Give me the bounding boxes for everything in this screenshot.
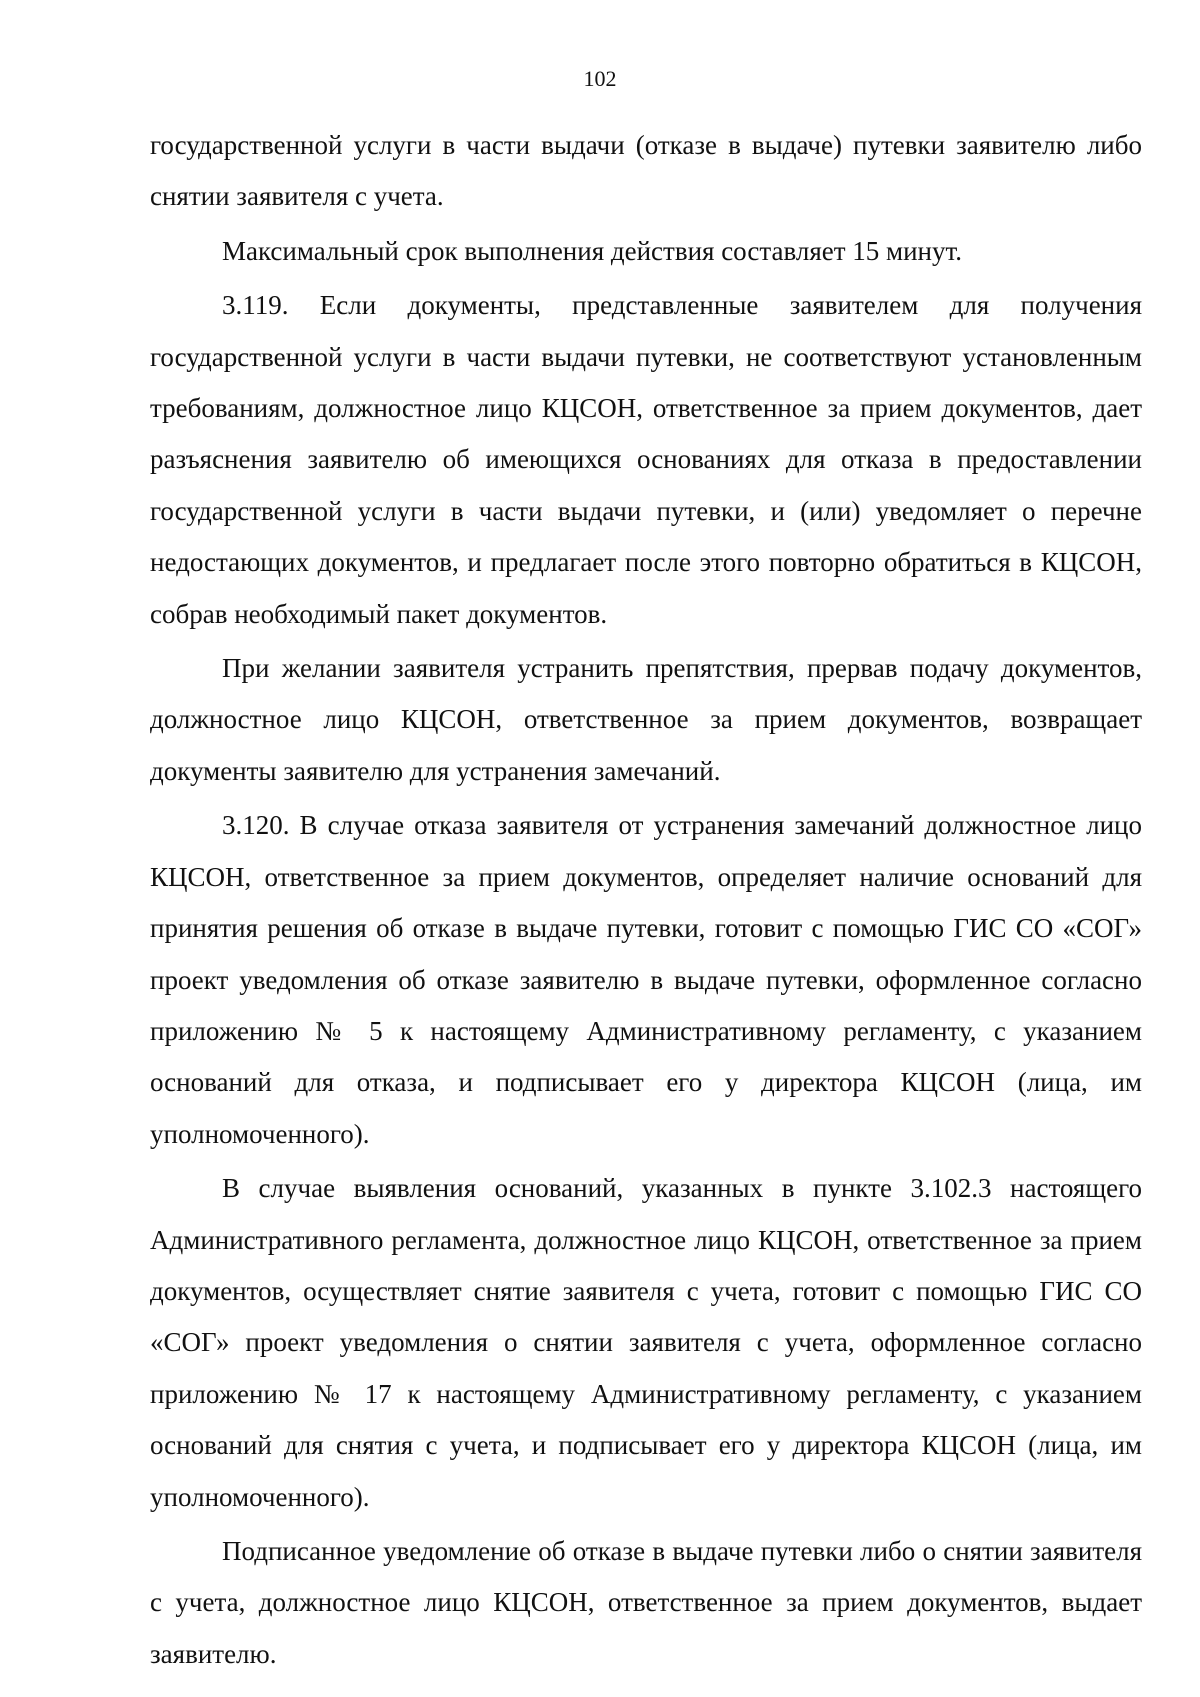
page-number: 102 <box>583 66 617 91</box>
paragraph-deregistration: В случае выявления оснований, указанных в пункте 3.102.3 настоящего Административного регламента, должностное лицо КЦСОН, ответственное за прием документов, осуществляет снятие заявителя с учета, готовит с помощью ГИС СО «СОГ» проект уведомления о снятии заявителя с учета, оформленное согласно приложению № 17 к настоящему Административному регламенту, с указанием оснований для снятия с учета, и подписывает его у директора КЦСОН (лица, им уполномоченного). <box>150 1173 1142 1512</box>
paragraph-signed-notice: Подписанное уведомление об отказе в выдаче путевки либо о снятии заявителя с учета, должностное лицо КЦСОН, ответственное за прием документов, выдает заявителю. <box>150 1535 1142 1669</box>
paragraph-3-120: 3.120. В случае отказа заявителя от устранения замечаний должностное лицо КЦСОН, ответственное за прием документов, определяет наличие оснований для принятия решения об отказе в выдаче путевки, готовит с помощью ГИС СО «СОГ» проект уведомления об отказе заявителю в выдаче путевки, оформленное согласно приложению № 5 к настоящему Административному регламенту, с указанием оснований для отказа, и подписывает его у директора КЦСОН (лица, им уполномоченного). <box>150 810 1142 1149</box>
paragraph-max-duration: Максимальный срок выполнения действия составляет 15 минут. <box>222 235 963 266</box>
paragraph-remove-obstacles: При желании заявителя устранить препятствия, прервав подачу документов, должностное лицо КЦСОН, ответственное за прием документов, возвращает документы заявителю для устранения замечаний. <box>150 653 1142 786</box>
paragraph-continuation: государственной услуги в части выдачи (отказе в выдаче) путевки заявителю либо снятии заявителя с учета. <box>150 130 1142 212</box>
document-body <box>150 120 1142 1683</box>
paragraph-3-119: 3.119. Если документы, представленные заявителем для получения государственной услуги в части выдачи путевки, не соответствуют установленным требованиям, должностное лицо КЦСОН, ответственное за прием документов, дает разъяснения заявителю об имеющихся основаниях для отказа в предоставлении государственной услуги в части выдачи путевки, и (или) уведомляет о перечне недостающих документов, и предлагает после этого повторно обратиться в КЦСОН, собрав необходимый пакет документов. <box>150 290 1142 629</box>
